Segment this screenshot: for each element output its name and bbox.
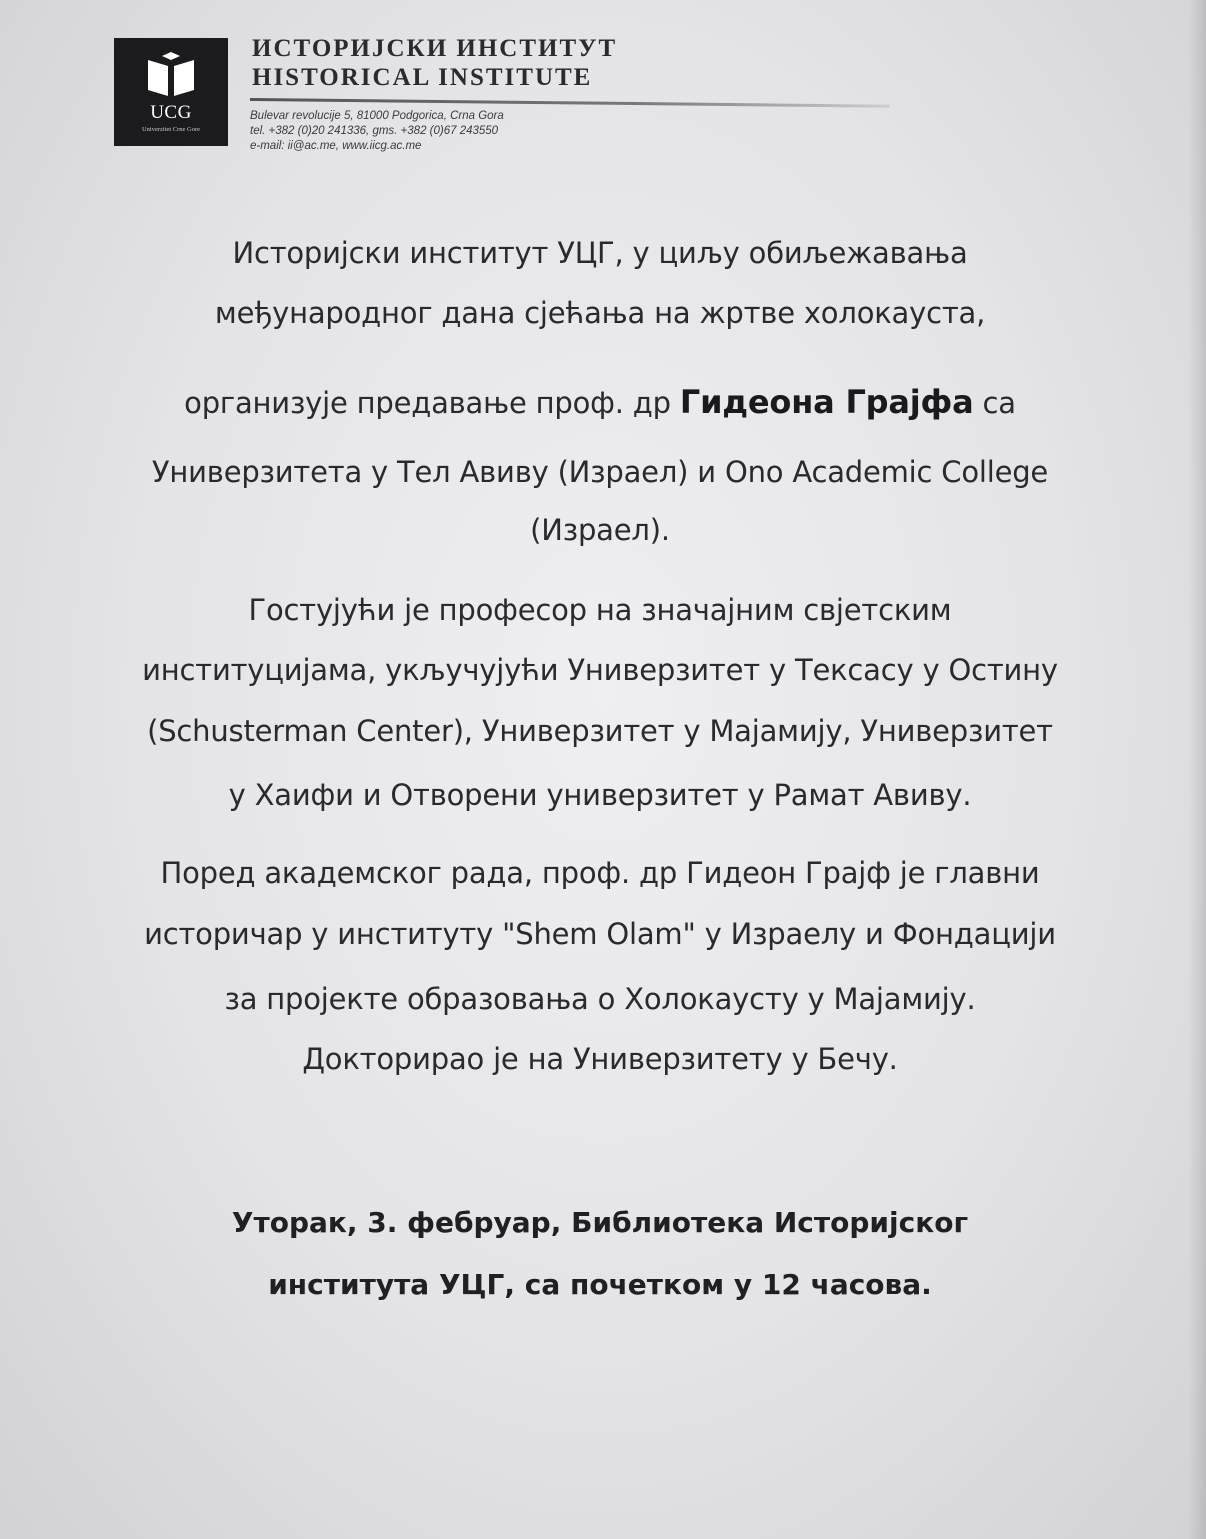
text-span: организује предавање проф. др [184,386,680,420]
ucg-logo [114,38,228,146]
text-line: међународног дана сјећања на жртве холокауста, [214,296,986,330]
event-details: института УЦГ, са почетком у 12 часова. [268,1268,932,1301]
phone-line: tel. +382 (0)20 241336, gms. +382 (0)67 243550 [250,125,499,137]
email-line: e-mail: ii@ac.me, www.iicg.ac.me [250,140,422,152]
logo-text: UCG [150,102,192,123]
text-line: Гостујући је професор на значајним свјетским [248,593,952,627]
event-details: Уторак, 3. фебруар, Библиотека Историјског [231,1206,969,1239]
text-line: Историјски институт УЦГ, у циљу обиљежавања [232,236,968,270]
book-icon [144,52,198,98]
text-line: (Израел). [530,513,670,547]
lecturer-name: Гидеона Грајфа [679,383,974,421]
text-line: Поред академског рада, проф. др Гидеон Грајф је главни [160,856,1040,890]
text-line: (Schusterman Center), Универзитет у Мајамију, Универзитет [147,714,1053,748]
text-line: институцијама, укључујући Универзитет у Тексасу у Остину [142,653,1058,687]
text-line [60,383,1140,421]
text-line: историчар у институту "Shem Olam" у Израелу и Фондацији [144,917,1056,951]
logo-subtext: Univerzitet Crne Gore [141,126,201,133]
address-line: Bulevar revolucije 5, 81000 Podgorica, Crna Gora [250,110,504,122]
text-span: са [973,386,1016,420]
text-line: Универзитета у Тел Авиву (Израел) и Ono Academic College [151,455,1049,489]
paper-edge-shadow [1188,0,1206,1539]
text-line: за пројекте образовања о Холокаусту у Мајамију. [224,982,976,1016]
institute-name-cyrillic: ИСТОРИЈСКИ ИНСТИТУТ [252,35,618,62]
text-line: у Хаифи и Отворени универзитет у Рамат Авиву. [228,778,972,812]
text-line: Докторирао је на Универзитету у Бечу. [302,1042,898,1076]
institute-name-latin: HISTORICAL INSTITUTE [252,64,593,91]
